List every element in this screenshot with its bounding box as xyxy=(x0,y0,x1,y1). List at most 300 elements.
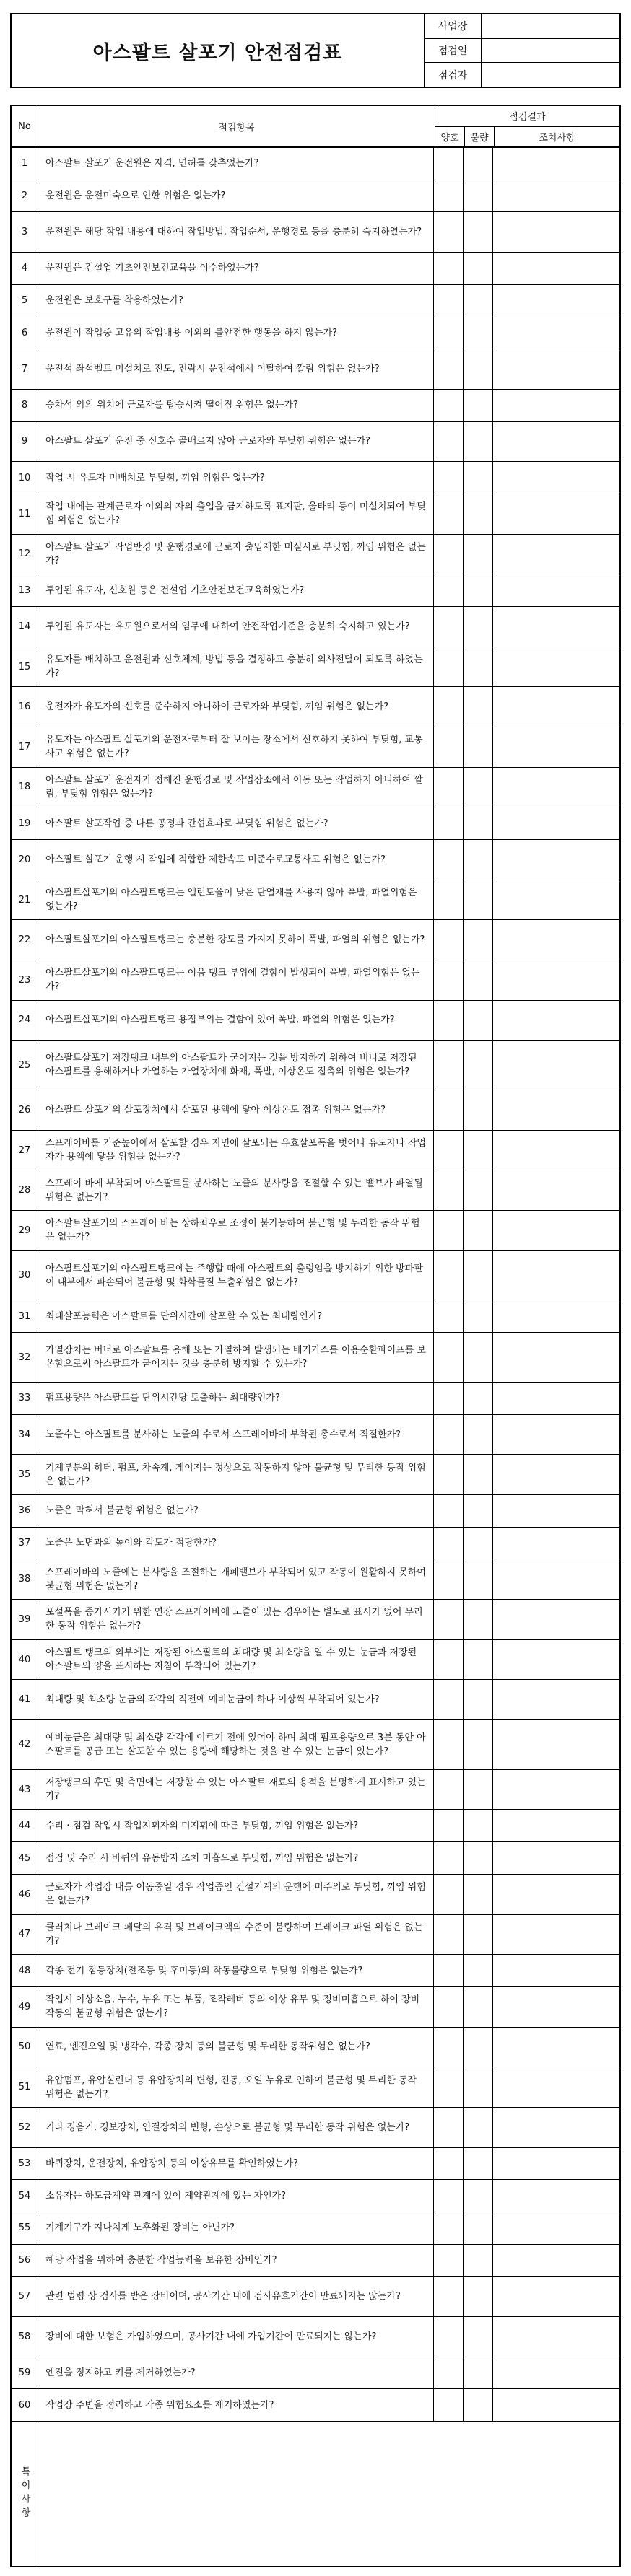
row-good-cell[interactable] xyxy=(434,1770,464,1810)
row-number: 26 xyxy=(12,1090,38,1130)
row-good-cell[interactable] xyxy=(434,2028,464,2067)
row-number: 9 xyxy=(12,422,38,462)
row-action-cell[interactable] xyxy=(493,1455,619,1494)
row-action-cell[interactable] xyxy=(493,1495,619,1527)
row-bad-cell[interactable] xyxy=(464,535,493,574)
row-check-item: 운전석 좌석벨트 미설치로 전도, 전락시 운전석에서 이탈하여 깔림 위험은 없는가? xyxy=(38,349,434,389)
row-bad-cell[interactable] xyxy=(464,647,493,687)
row-number: 14 xyxy=(12,607,38,647)
row-number: 24 xyxy=(12,1001,38,1041)
row-action-cell[interactable] xyxy=(493,768,619,807)
row-action-cell[interactable] xyxy=(493,807,619,839)
row-bad-cell[interactable] xyxy=(464,2212,493,2244)
table-row xyxy=(12,1842,619,1875)
row-good-cell[interactable] xyxy=(434,2389,464,2421)
row-good-cell[interactable] xyxy=(434,1090,464,1130)
row-check-item: 아스팔트살포기의 스프레이 바는 상하좌우로 조정이 불가능하여 불균형 및 무리한 동작 위험은 없는가? xyxy=(38,1211,434,1250)
row-bad-cell[interactable] xyxy=(464,2389,493,2421)
row-bad-cell[interactable] xyxy=(464,1090,493,1130)
table-row xyxy=(12,840,619,880)
row-check-item: 작업 시 유도자 미배치로 부딪힘, 끼임 위험은 없는가? xyxy=(38,462,434,494)
row-action-cell[interactable] xyxy=(493,607,619,647)
table-row xyxy=(12,317,619,350)
row-check-item: 포설폭을 증가시키기 위한 연장 스프레이바에 노즐이 있는 경우에는 별도로 표시가 없어 무리한 동작 위험은 없는가? xyxy=(38,1600,434,1639)
table-row xyxy=(12,1810,619,1842)
row-number: 23 xyxy=(12,960,38,1000)
table-row xyxy=(12,180,619,213)
row-good-cell[interactable] xyxy=(434,1383,464,1414)
row-check-item: 운전자가 유도자의 신호를 준수하지 아니하여 근로자와 부딪힘, 끼임 위험은 없는가? xyxy=(38,687,434,727)
row-good-cell[interactable] xyxy=(434,1810,464,1841)
row-good-cell[interactable] xyxy=(434,180,464,212)
row-bad-cell[interactable] xyxy=(464,607,493,647)
row-check-item: 아스팔트 살포기 운전원은 자격, 면허를 갖추었는가? xyxy=(38,148,434,180)
row-check-item: 아스팔트살포기의 아스팔트탱크는 앨런도율이 낮은 단열재를 사용지 않아 폭발, 파열위험은 없는가? xyxy=(38,880,434,920)
row-good-cell[interactable] xyxy=(434,2067,464,2107)
table-row xyxy=(12,1455,619,1495)
row-good-cell[interactable] xyxy=(434,1415,464,1455)
table-row xyxy=(12,687,619,727)
row-action-cell[interactable] xyxy=(493,920,619,960)
row-good-cell[interactable] xyxy=(434,1333,464,1382)
row-number: 54 xyxy=(12,2180,38,2212)
row-action-cell[interactable] xyxy=(493,1810,619,1841)
row-number: 50 xyxy=(12,2028,38,2067)
row-bad-cell[interactable] xyxy=(464,1528,493,1559)
row-action-cell[interactable] xyxy=(493,1170,619,1210)
row-action-cell[interactable] xyxy=(493,1041,619,1090)
table-row xyxy=(12,574,619,607)
row-action-cell[interactable] xyxy=(493,2108,619,2147)
row-check-item: 엔진을 정지하고 키를 제거하였는가? xyxy=(38,2357,434,2389)
row-good-cell[interactable] xyxy=(434,1915,464,1955)
row-good-cell[interactable] xyxy=(434,727,464,767)
table-row xyxy=(12,1720,619,1770)
table-row xyxy=(12,2357,619,2390)
row-good-cell[interactable] xyxy=(434,2357,464,2389)
row-check-item: 아스팔트살포기의 아스팔트탱크 용접부위는 결함이 있어 폭발, 파열의 위험은 없는가? xyxy=(38,1001,434,1041)
row-good-cell[interactable] xyxy=(434,1300,464,1332)
row-bad-cell[interactable] xyxy=(464,1170,493,1210)
row-number: 30 xyxy=(12,1251,38,1300)
row-bad-cell[interactable] xyxy=(464,494,493,534)
row-bad-cell[interactable] xyxy=(464,2180,493,2212)
table-row xyxy=(12,2317,619,2357)
row-action-cell[interactable] xyxy=(493,2389,619,2421)
row-bad-cell[interactable] xyxy=(464,2108,493,2147)
row-good-cell[interactable] xyxy=(434,462,464,494)
row-bad-cell[interactable] xyxy=(464,1333,493,1382)
table-row xyxy=(12,1251,619,1301)
row-good-cell[interactable] xyxy=(434,1987,464,2027)
row-good-cell[interactable] xyxy=(434,687,464,727)
remarks-row xyxy=(12,2422,619,2566)
row-bad-cell[interactable] xyxy=(464,574,493,606)
row-bad-cell[interactable] xyxy=(464,2148,493,2180)
table-row xyxy=(12,920,619,960)
table-row xyxy=(12,1600,619,1640)
table-row xyxy=(12,285,619,317)
row-good-cell[interactable] xyxy=(434,2277,464,2316)
row-check-item: 아스팔트살포기의 아스팔트탱크에는 주행할 때에 아스팔트의 출렁임을 방지하기 위한 방파판이 내부에서 파손되어 불균형 및 화학물질 누출위험은 없는가? xyxy=(38,1251,434,1300)
row-number: 25 xyxy=(12,1041,38,1090)
row-check-item: 장비에 대한 보험은 가입하였으며, 공사기간 내에 가입기간이 만료되지는 않는가? xyxy=(38,2317,434,2357)
row-good-cell[interactable] xyxy=(434,148,464,180)
row-good-cell[interactable] xyxy=(434,1528,464,1559)
row-number: 45 xyxy=(12,1842,38,1874)
row-action-cell[interactable] xyxy=(493,1300,619,1332)
col-bad-header: 불량 xyxy=(465,127,495,147)
row-action-cell[interactable] xyxy=(493,1600,619,1639)
row-action-cell[interactable] xyxy=(493,1528,619,1559)
row-number: 21 xyxy=(12,880,38,920)
row-action-cell[interactable] xyxy=(493,494,619,534)
row-bad-cell[interactable] xyxy=(464,840,493,880)
row-good-cell[interactable] xyxy=(434,647,464,687)
row-check-item: 작업 내에는 관계근로자 이외의 자의 출입을 금지하도록 표지판, 울타리 등이 미설치되어 부딪힘 위험은 없는가? xyxy=(38,494,434,534)
remarks-label: 특이사항 xyxy=(12,2422,38,2566)
row-action-cell[interactable] xyxy=(493,2277,619,2316)
row-check-item: 최대량 및 최소량 눈금의 각각의 직전에 예비눈금이 하나 이상씩 부착되어 있는가? xyxy=(38,1680,434,1719)
table-row xyxy=(12,1383,619,1415)
row-action-cell[interactable] xyxy=(493,1001,619,1041)
row-number: 35 xyxy=(12,1455,38,1494)
row-bad-cell[interactable] xyxy=(464,1680,493,1719)
row-good-cell[interactable] xyxy=(434,535,464,574)
table-row xyxy=(12,880,619,921)
row-action-cell[interactable] xyxy=(493,1915,619,1955)
table-row xyxy=(12,1875,619,1915)
row-bad-cell[interactable] xyxy=(464,1383,493,1414)
row-good-cell[interactable] xyxy=(434,494,464,534)
row-action-cell[interactable] xyxy=(493,2028,619,2067)
row-action-cell[interactable] xyxy=(493,1680,619,1719)
row-number: 2 xyxy=(12,180,38,212)
row-action-cell[interactable] xyxy=(493,349,619,389)
row-action-cell[interactable] xyxy=(493,317,619,349)
row-bad-cell[interactable] xyxy=(464,920,493,960)
row-action-cell[interactable] xyxy=(493,180,619,212)
row-check-item: 승차석 외의 위치에 근로자를 탑승시켜 떨어짐 위험은 없는가? xyxy=(38,390,434,421)
row-number: 3 xyxy=(12,212,38,252)
row-bad-cell[interactable] xyxy=(464,349,493,389)
row-action-cell[interactable] xyxy=(493,2148,619,2180)
table-row xyxy=(12,1211,619,1251)
row-number: 6 xyxy=(12,317,38,349)
row-good-cell[interactable] xyxy=(434,1842,464,1874)
table-row xyxy=(12,607,619,647)
row-check-item: 투입된 유도자는 유도원으로서의 임무에 대하여 안전작업기준을 충분히 숙지하고 있는가? xyxy=(38,607,434,647)
row-good-cell[interactable] xyxy=(434,880,464,920)
row-bad-cell[interactable] xyxy=(464,1875,493,1914)
row-action-cell[interactable] xyxy=(493,2357,619,2389)
row-check-item: 최대살포능력은 아스팔트를 단위시간에 살포할 수 있는 최대량인가? xyxy=(38,1300,434,1332)
row-action-cell[interactable] xyxy=(493,2212,619,2244)
row-action-cell[interactable] xyxy=(493,2245,619,2277)
row-action-cell[interactable] xyxy=(493,2180,619,2212)
row-action-cell[interactable] xyxy=(493,253,619,284)
row-check-item: 소유자는 하도급계약 관계에 있어 계약관계에 있는 자인가? xyxy=(38,2180,434,2212)
row-check-item: 아스팔트살포기의 아스팔트탱크는 충분한 강도를 가지지 못하여 폭발, 파열의 위험은 없는가? xyxy=(38,920,434,960)
row-bad-cell[interactable] xyxy=(464,1131,493,1170)
row-good-cell[interactable] xyxy=(434,285,464,317)
row-good-cell[interactable] xyxy=(434,607,464,647)
row-bad-cell[interactable] xyxy=(464,687,493,727)
row-check-item: 아스팔트 살포기 운전 중 신호수 골배르지 않아 근로자와 부딪힘 위험은 없는가? xyxy=(38,422,434,462)
info-row-inspector xyxy=(425,63,619,87)
row-bad-cell[interactable] xyxy=(464,2317,493,2357)
table-row xyxy=(12,1131,619,1171)
row-good-cell[interactable] xyxy=(434,768,464,807)
row-bad-cell[interactable] xyxy=(464,1300,493,1332)
row-action-cell[interactable] xyxy=(493,1559,619,1599)
info-row-date xyxy=(425,39,619,63)
row-action-cell[interactable] xyxy=(493,390,619,421)
col-result-title: 점검결과 xyxy=(435,106,619,127)
row-number: 7 xyxy=(12,349,38,389)
row-action-cell[interactable] xyxy=(493,727,619,767)
row-check-item: 스프레이바의 노즐에는 분사량을 조절하는 개폐밸브가 부착되어 있고 작동이 원활하지 못하여 불균형 위험은 없는가? xyxy=(38,1559,434,1599)
row-action-cell[interactable] xyxy=(493,1090,619,1130)
row-bad-cell[interactable] xyxy=(464,1720,493,1769)
row-bad-cell[interactable] xyxy=(464,285,493,317)
row-good-cell[interactable] xyxy=(434,960,464,1000)
table-row xyxy=(12,1770,619,1810)
row-action-cell[interactable] xyxy=(493,1842,619,1874)
remarks-field[interactable] xyxy=(38,2422,619,2566)
row-number: 33 xyxy=(12,1383,38,1414)
table-row xyxy=(12,960,619,1001)
row-bad-cell[interactable] xyxy=(464,2357,493,2389)
row-action-cell[interactable] xyxy=(493,1955,619,1986)
row-bad-cell[interactable] xyxy=(464,148,493,180)
row-bad-cell[interactable] xyxy=(464,1495,493,1527)
row-number: 22 xyxy=(12,920,38,960)
row-action-cell[interactable] xyxy=(493,1987,619,2027)
row-bad-cell[interactable] xyxy=(464,1001,493,1041)
row-good-cell[interactable] xyxy=(434,1211,464,1250)
row-check-item: 유도자를 배치하고 운전원과 신호체계, 방법 등을 결정하고 충분히 의사전달이 되도록 하였는가? xyxy=(38,647,434,687)
row-bad-cell[interactable] xyxy=(464,1559,493,1599)
header xyxy=(10,13,621,88)
info-value-date[interactable] xyxy=(482,39,619,63)
row-bad-cell[interactable] xyxy=(464,2028,493,2067)
row-bad-cell[interactable] xyxy=(464,422,493,462)
row-check-item: 아스팔트 살포기 운행 시 작업에 적합한 제한속도 미준수로교통사고 위험은 없는가? xyxy=(38,840,434,880)
row-bad-cell[interactable] xyxy=(464,1987,493,2027)
table-row xyxy=(12,1915,619,1955)
row-action-cell[interactable] xyxy=(493,285,619,317)
row-bad-cell[interactable] xyxy=(464,1842,493,1874)
row-good-cell[interactable] xyxy=(434,317,464,349)
row-action-cell[interactable] xyxy=(493,462,619,494)
row-good-cell[interactable] xyxy=(434,1955,464,1986)
row-bad-cell[interactable] xyxy=(464,2067,493,2107)
row-action-cell[interactable] xyxy=(493,1875,619,1914)
row-check-item: 관련 법령 상 검사를 받은 장비이며, 공사기간 내에 검사유효기간이 만료되지는 않는가? xyxy=(38,2277,434,2316)
row-bad-cell[interactable] xyxy=(464,727,493,767)
row-number: 29 xyxy=(12,1211,38,1250)
row-action-cell[interactable] xyxy=(493,1211,619,1250)
row-number: 59 xyxy=(12,2357,38,2389)
row-action-cell[interactable] xyxy=(493,1770,619,1810)
table-row xyxy=(12,727,619,768)
row-good-cell[interactable] xyxy=(434,920,464,960)
row-bad-cell[interactable] xyxy=(464,1915,493,1955)
row-bad-cell[interactable] xyxy=(464,1640,493,1680)
row-action-cell[interactable] xyxy=(493,1415,619,1455)
row-good-cell[interactable] xyxy=(434,1875,464,1914)
row-good-cell[interactable] xyxy=(434,2148,464,2180)
row-number: 10 xyxy=(12,462,38,494)
row-bad-cell[interactable] xyxy=(464,1415,493,1455)
row-check-item: 운전원은 보호구를 착용하였는가? xyxy=(38,285,434,317)
row-good-cell[interactable] xyxy=(434,1001,464,1041)
row-good-cell[interactable] xyxy=(434,1600,464,1639)
row-check-item: 스프레이 바에 부착되어 아스팔트를 분사하는 노즐의 분사량을 조절할 수 있는 밸브가 파열될 위험은 없는가? xyxy=(38,1170,434,1210)
row-number: 32 xyxy=(12,1333,38,1382)
row-good-cell[interactable] xyxy=(434,212,464,252)
row-bad-cell[interactable] xyxy=(464,1251,493,1300)
row-good-cell[interactable] xyxy=(434,1640,464,1680)
row-check-item: 해당 작업을 위하여 충분한 작업능력을 보유한 장비인가? xyxy=(38,2245,434,2277)
row-number: 60 xyxy=(12,2389,38,2421)
row-bad-cell[interactable] xyxy=(464,960,493,1000)
row-bad-cell[interactable] xyxy=(464,212,493,252)
row-action-cell[interactable] xyxy=(493,687,619,727)
row-action-cell[interactable] xyxy=(493,880,619,920)
row-bad-cell[interactable] xyxy=(464,768,493,807)
table-row xyxy=(12,1300,619,1333)
row-action-cell[interactable] xyxy=(493,574,619,606)
row-number: 18 xyxy=(12,768,38,807)
row-bad-cell[interactable] xyxy=(464,2245,493,2277)
row-action-cell[interactable] xyxy=(493,1720,619,1769)
col-no-header: No xyxy=(12,106,38,146)
row-number: 37 xyxy=(12,1528,38,1559)
table-row xyxy=(12,253,619,285)
row-good-cell[interactable] xyxy=(434,807,464,839)
row-good-cell[interactable] xyxy=(434,1131,464,1170)
info-block xyxy=(425,14,619,87)
info-value-inspector[interactable] xyxy=(482,63,619,87)
row-good-cell[interactable] xyxy=(434,2108,464,2147)
row-action-cell[interactable] xyxy=(493,535,619,574)
row-good-cell[interactable] xyxy=(434,1170,464,1210)
row-number: 12 xyxy=(12,535,38,574)
row-number: 55 xyxy=(12,2212,38,2244)
row-good-cell[interactable] xyxy=(434,2317,464,2357)
row-action-cell[interactable] xyxy=(493,422,619,462)
row-bad-cell[interactable] xyxy=(464,1455,493,1494)
row-good-cell[interactable] xyxy=(434,1720,464,1769)
table-row xyxy=(12,807,619,840)
row-number: 28 xyxy=(12,1170,38,1210)
row-action-cell[interactable] xyxy=(493,2067,619,2107)
row-good-cell[interactable] xyxy=(434,1251,464,1300)
row-check-item: 아스팔트 살포작업 중 다른 공정과 간섭효과로 부딪힘 위험은 없는가? xyxy=(38,807,434,839)
row-good-cell[interactable] xyxy=(434,840,464,880)
row-bad-cell[interactable] xyxy=(464,1600,493,1639)
row-number: 44 xyxy=(12,1810,38,1841)
row-action-cell[interactable] xyxy=(493,840,619,880)
row-good-cell[interactable] xyxy=(434,574,464,606)
row-action-cell[interactable] xyxy=(493,212,619,252)
row-action-cell[interactable] xyxy=(493,960,619,1000)
row-bad-cell[interactable] xyxy=(464,462,493,494)
row-good-cell[interactable] xyxy=(434,1041,464,1090)
row-check-item: 유도자는 아스팔트 살포기의 운전자로부터 잘 보이는 장소에서 신호하지 못하여 부딪힘, 교통사고 위험은 없는가? xyxy=(38,727,434,767)
row-bad-cell[interactable] xyxy=(464,390,493,421)
info-label-date: 점검일 xyxy=(425,39,482,63)
row-action-cell[interactable] xyxy=(493,2317,619,2357)
row-good-cell[interactable] xyxy=(434,2180,464,2212)
row-number: 41 xyxy=(12,1680,38,1719)
table-row xyxy=(12,462,619,494)
row-action-cell[interactable] xyxy=(493,1251,619,1300)
row-bad-cell[interactable] xyxy=(464,1211,493,1250)
row-bad-cell[interactable] xyxy=(464,1770,493,1810)
table-row xyxy=(12,2067,619,2108)
row-check-item: 노즐은 막혀서 불균형 위험은 없는가? xyxy=(38,1495,434,1527)
row-check-item: 아스팔트 살포기 운전자가 정해진 운행경로 및 작업장소에서 이동 또는 작업하지 아니하여 깔림, 부딪힘 위험은 없는가? xyxy=(38,768,434,807)
row-number: 43 xyxy=(12,1770,38,1810)
row-good-cell[interactable] xyxy=(434,390,464,421)
row-check-item: 노즐은 노면과의 높이와 각도가 적당한가? xyxy=(38,1528,434,1559)
row-action-cell[interactable] xyxy=(493,1383,619,1414)
row-bad-cell[interactable] xyxy=(464,253,493,284)
table-row xyxy=(12,1001,619,1041)
row-action-cell[interactable] xyxy=(493,1640,619,1680)
table-row xyxy=(12,422,619,463)
row-bad-cell[interactable] xyxy=(464,180,493,212)
row-action-cell[interactable] xyxy=(493,1131,619,1170)
row-good-cell[interactable] xyxy=(434,349,464,389)
row-number: 11 xyxy=(12,494,38,534)
row-bad-cell[interactable] xyxy=(464,807,493,839)
table-body xyxy=(12,148,619,2422)
row-number: 51 xyxy=(12,2067,38,2107)
info-value-site[interactable] xyxy=(482,14,619,38)
row-check-item: 기계부분의 히터, 펌프, 차속계, 게이지는 정상으로 작동하지 않아 불균형 및 무리한 동작 위험은 없는가? xyxy=(38,1455,434,1494)
row-good-cell[interactable] xyxy=(434,2212,464,2244)
row-good-cell[interactable] xyxy=(434,1495,464,1527)
row-bad-cell[interactable] xyxy=(464,1955,493,1986)
row-bad-cell[interactable] xyxy=(464,317,493,349)
table-row xyxy=(12,1680,619,1720)
row-bad-cell[interactable] xyxy=(464,1810,493,1841)
row-bad-cell[interactable] xyxy=(464,2277,493,2316)
row-number: 4 xyxy=(12,253,38,284)
table-row xyxy=(12,349,619,390)
row-good-cell[interactable] xyxy=(434,253,464,284)
row-bad-cell[interactable] xyxy=(464,880,493,920)
row-number: 5 xyxy=(12,285,38,317)
row-good-cell[interactable] xyxy=(434,1455,464,1494)
row-good-cell[interactable] xyxy=(434,422,464,462)
row-check-item: 아스팔트살포기의 아스팔트탱크는 이음 탱크 부위에 결함이 발생되어 폭발, 파열위험은 없는가? xyxy=(38,960,434,1000)
row-good-cell[interactable] xyxy=(434,1559,464,1599)
row-action-cell[interactable] xyxy=(493,1333,619,1382)
table-header xyxy=(12,106,619,148)
row-bad-cell[interactable] xyxy=(464,1041,493,1090)
row-good-cell[interactable] xyxy=(434,2245,464,2277)
row-number: 46 xyxy=(12,1875,38,1914)
row-action-cell[interactable] xyxy=(493,647,619,687)
row-action-cell[interactable] xyxy=(493,148,619,180)
row-good-cell[interactable] xyxy=(434,1680,464,1719)
info-row-site xyxy=(425,14,619,39)
